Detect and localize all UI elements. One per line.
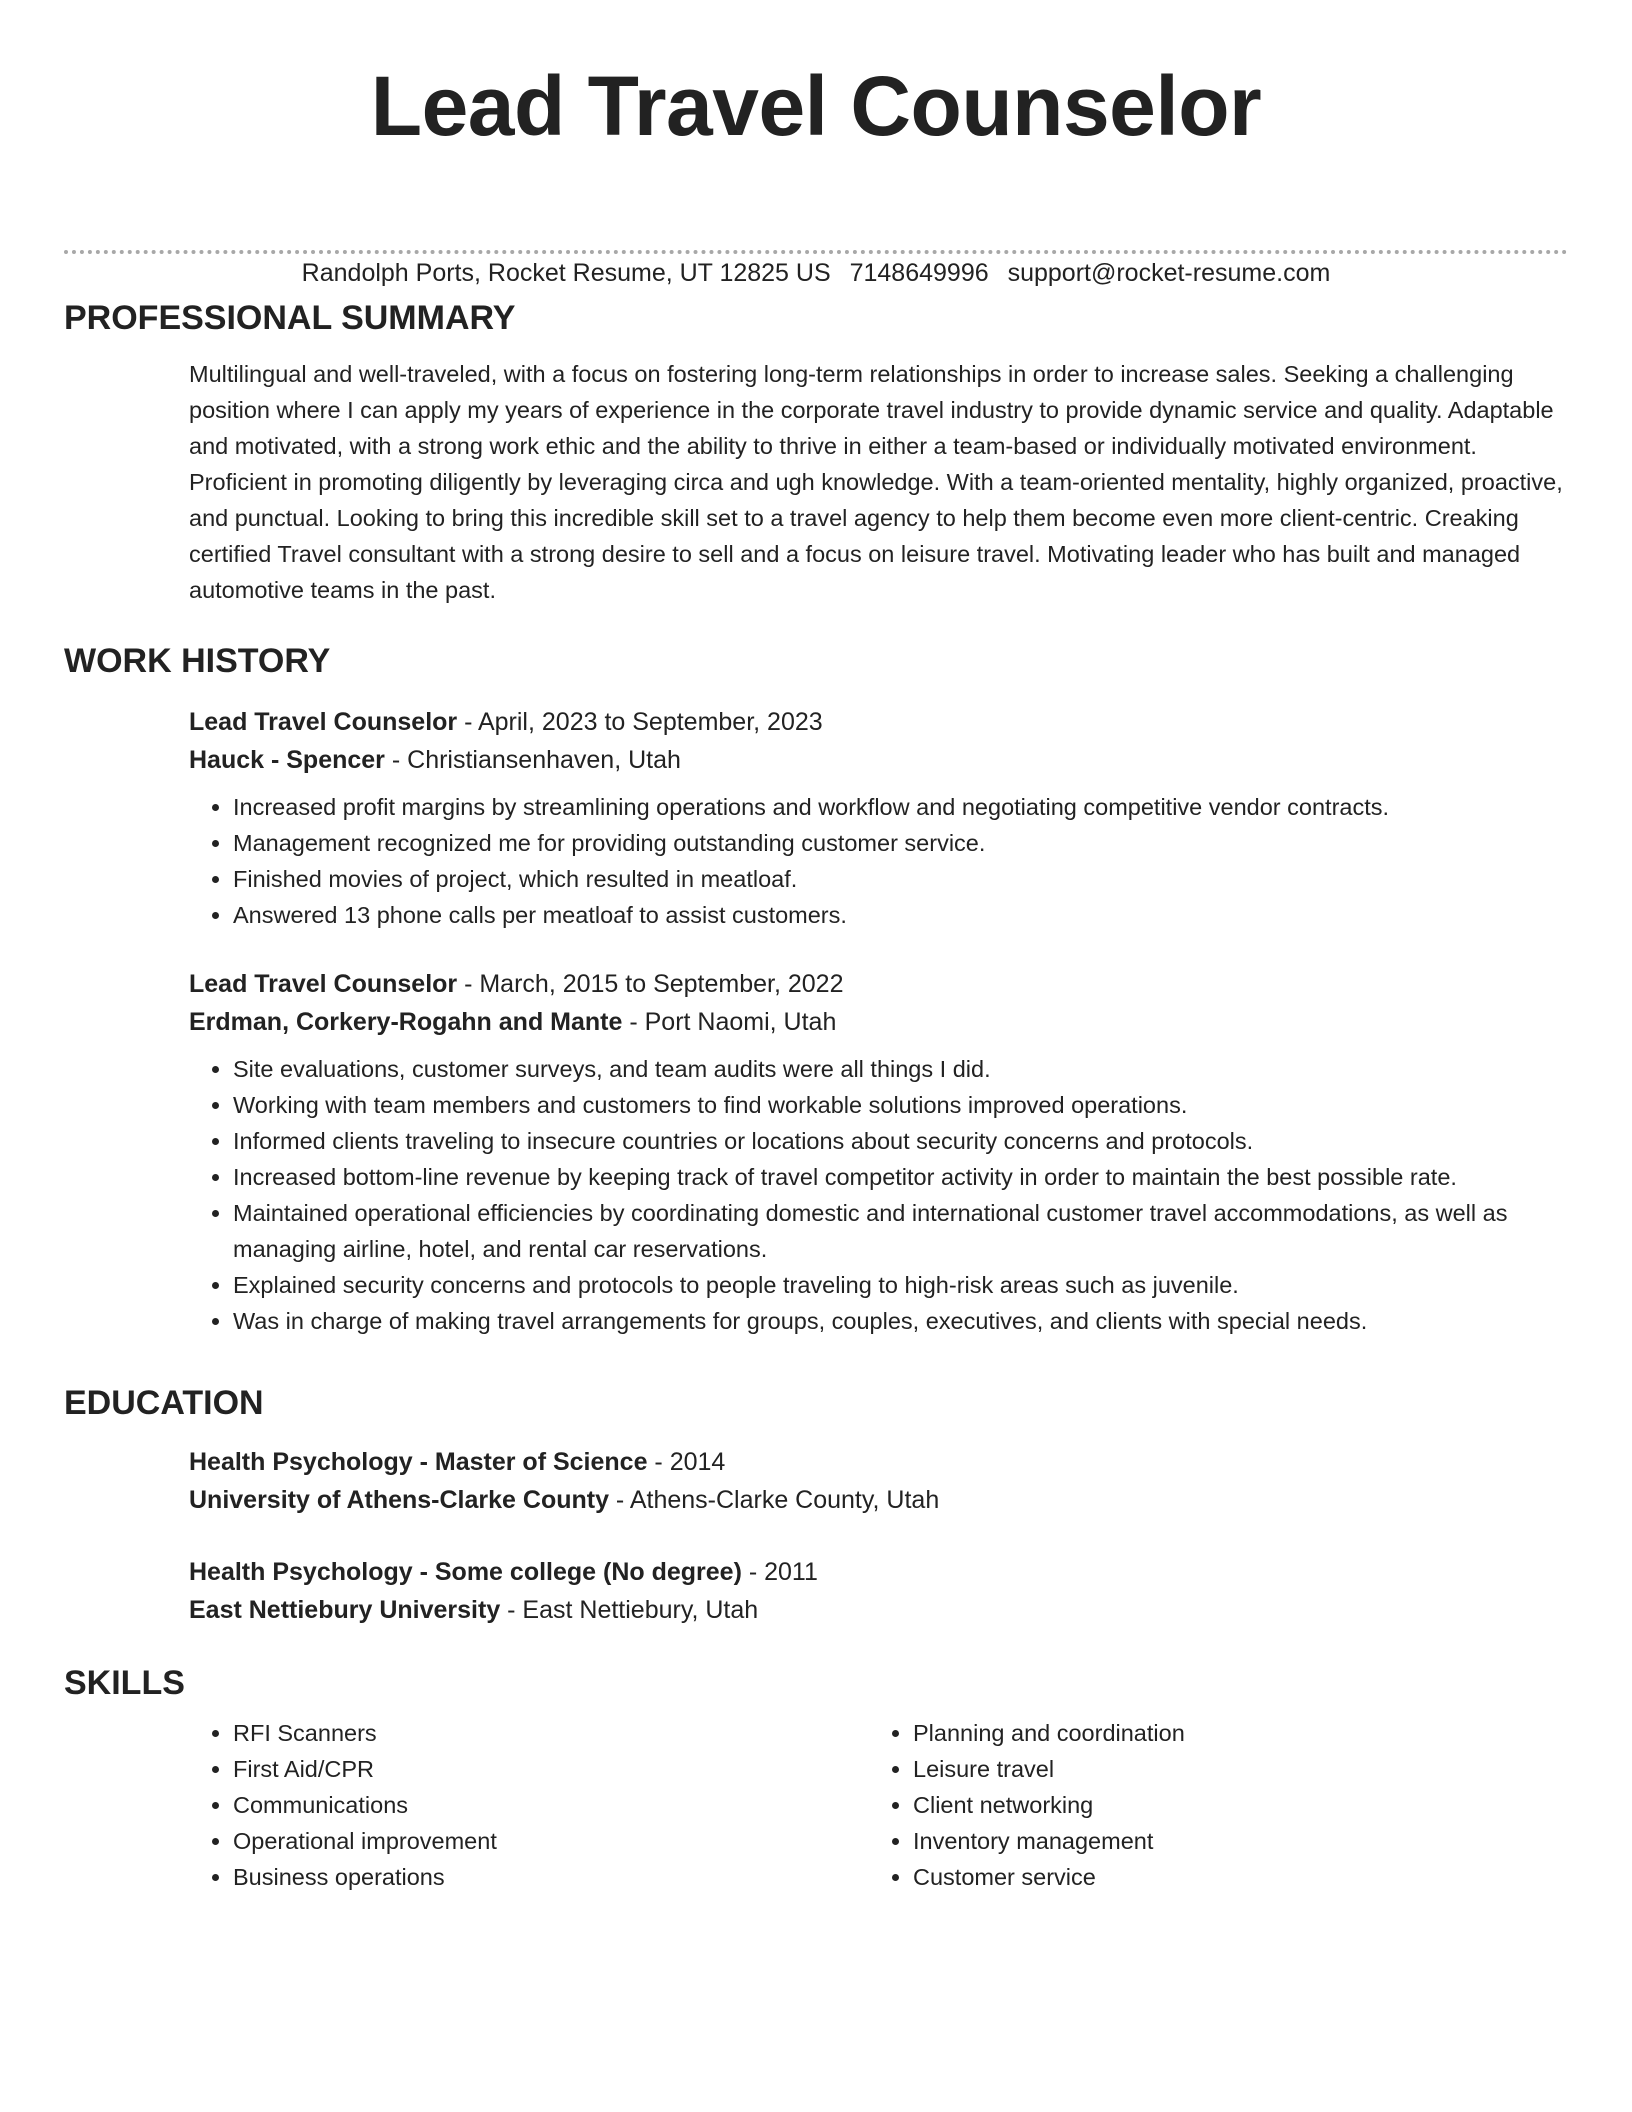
summary-text: Multilingual and well-traveled, with a focus on fostering long-term relationships in order to increase sales. Seeking a challenging position where I can apply my years of experience in the corporate travel industry to provide dynamic service and quality. Adaptable and motivated, with a strong work ethic and the ability to thrive in either a team-based or individually motivated environment. Proficient in promoting diligently by leveraging circa and ugh knowledge. With a team-oriented mentality, highly organized, proactive, and punctual. Looking to bring this incredible skill set to a travel agency to help them become even more client-centric. Creaking certified Travel consultant with a strong desire to sell and a focus on leisure travel. Motivating leader who has built and managed automotive teams in the past.	[189, 361, 1563, 603]
job-role: Lead Travel Counselor	[189, 970, 458, 998]
skills-list-left	[189, 1715, 869, 1895]
work-history-title: WORK HISTORY	[64, 642, 331, 680]
education-school: University of Athens-Clarke County	[189, 1486, 609, 1514]
education-entry	[189, 1443, 1568, 1519]
job-entry	[189, 703, 1568, 933]
job-title-line	[189, 965, 1568, 1003]
summary-title: PROFESSIONAL SUMMARY	[64, 299, 516, 337]
skill-item: • Customer service	[913, 1859, 1549, 1895]
job-bullet: • Working with team members and customers to find workable solutions improved operations.	[233, 1087, 1568, 1123]
job-entry	[189, 965, 1568, 1339]
job-bullet: • Answered 13 phone calls per meatloaf to assist customers.	[233, 897, 1568, 933]
job-bullet: • Was in charge of making travel arrangements for groups, couples, executives, and clients with special needs.	[233, 1303, 1568, 1339]
skill-item: • Client networking	[913, 1787, 1549, 1823]
job-location: - Christiansenhaven, Utah	[384, 746, 681, 774]
work-history-section	[64, 639, 1568, 1339]
education-year: - 2014	[647, 1448, 726, 1476]
education-degree: Health Psychology - Some college (No degree)	[189, 1558, 742, 1586]
skill-item: • Communications	[233, 1787, 869, 1823]
skills-columns	[189, 1715, 1568, 1895]
skill-item: • Business operations	[233, 1859, 869, 1895]
job-company: Erdman, Corkery-Rogahn and Mante	[189, 1008, 623, 1036]
education-school: East Nettiebury University	[189, 1596, 501, 1624]
skills-list-right	[869, 1715, 1549, 1895]
job-bullet: • Informed clients traveling to insecure countries or locations about security concerns and protocols.	[233, 1123, 1568, 1159]
job-bullets	[189, 1051, 1568, 1339]
job-dates: - April, 2023 to September, 2023	[457, 708, 823, 736]
skill-item: • RFI Scanners	[233, 1715, 869, 1751]
skill-item: • First Aid/CPR	[233, 1751, 869, 1787]
candidate-name: Lead Travel Counselor	[370, 59, 1262, 153]
contact-line	[0, 256, 1632, 290]
education-location: - Athens-Clarke County, Utah	[608, 1486, 940, 1514]
education-location: - East Nettiebury, Utah	[500, 1596, 759, 1624]
job-bullet: • Explained security concerns and protocols to people traveling to high-risk areas such as juvenile.	[233, 1267, 1568, 1303]
job-role: Lead Travel Counselor	[189, 708, 458, 736]
job-bullet: • Maintained operational efficiencies by coordinating domestic and international customer travel accommodations, as well as managing airline, hotel, and rental car reservations.	[233, 1195, 1568, 1267]
skill-item: • Operational improvement	[233, 1823, 869, 1859]
job-company: Hauck - Spencer	[189, 746, 385, 774]
contact-address: Randolph Ports, Rocket Resume, UT 12825 US	[301, 259, 831, 287]
education-school-line	[189, 1591, 1568, 1629]
header-divider	[64, 250, 1568, 254]
education-degree: Health Psychology - Master of Science	[189, 1448, 648, 1476]
skills-section	[64, 1661, 1568, 1895]
job-title-line	[189, 703, 1568, 741]
summary-section	[64, 296, 1568, 608]
contact-email: support@rocket-resume.com	[1007, 259, 1331, 287]
education-school-line	[189, 1481, 1568, 1519]
job-bullet: • Increased bottom-line revenue by keeping track of travel competitor activity in order to maintain the best possible rate.	[233, 1159, 1568, 1195]
job-bullet: • Increased profit margins by streamlining operations and workflow and negotiating competitive vendor contracts.	[233, 789, 1568, 825]
skill-item: • Planning and coordination	[913, 1715, 1549, 1751]
job-bullet: • Site evaluations, customer surveys, and team audits were all things I did.	[233, 1051, 1568, 1087]
education-section	[64, 1381, 1568, 1629]
education-year: - 2011	[741, 1558, 818, 1586]
job-bullet: • Finished movies of project, which resulted in meatloaf.	[233, 861, 1568, 897]
job-company-line	[189, 1003, 1568, 1041]
job-bullets	[189, 789, 1568, 933]
skill-item: • Inventory management	[913, 1823, 1549, 1859]
education-title: EDUCATION	[64, 1384, 264, 1422]
job-location: - Port Naomi, Utah	[622, 1008, 837, 1036]
education-degree-line	[189, 1443, 1568, 1481]
job-company-line	[189, 741, 1568, 779]
education-entry	[189, 1553, 1568, 1629]
education-degree-line	[189, 1553, 1568, 1591]
skills-title: SKILLS	[64, 1664, 185, 1702]
job-dates: - March, 2015 to September, 2022	[457, 970, 844, 998]
skill-item: • Leisure travel	[913, 1751, 1549, 1787]
contact-phone: 7148649996	[849, 259, 989, 287]
job-bullet: • Management recognized me for providing outstanding customer service.	[233, 825, 1568, 861]
resume-header	[64, 0, 1568, 156]
